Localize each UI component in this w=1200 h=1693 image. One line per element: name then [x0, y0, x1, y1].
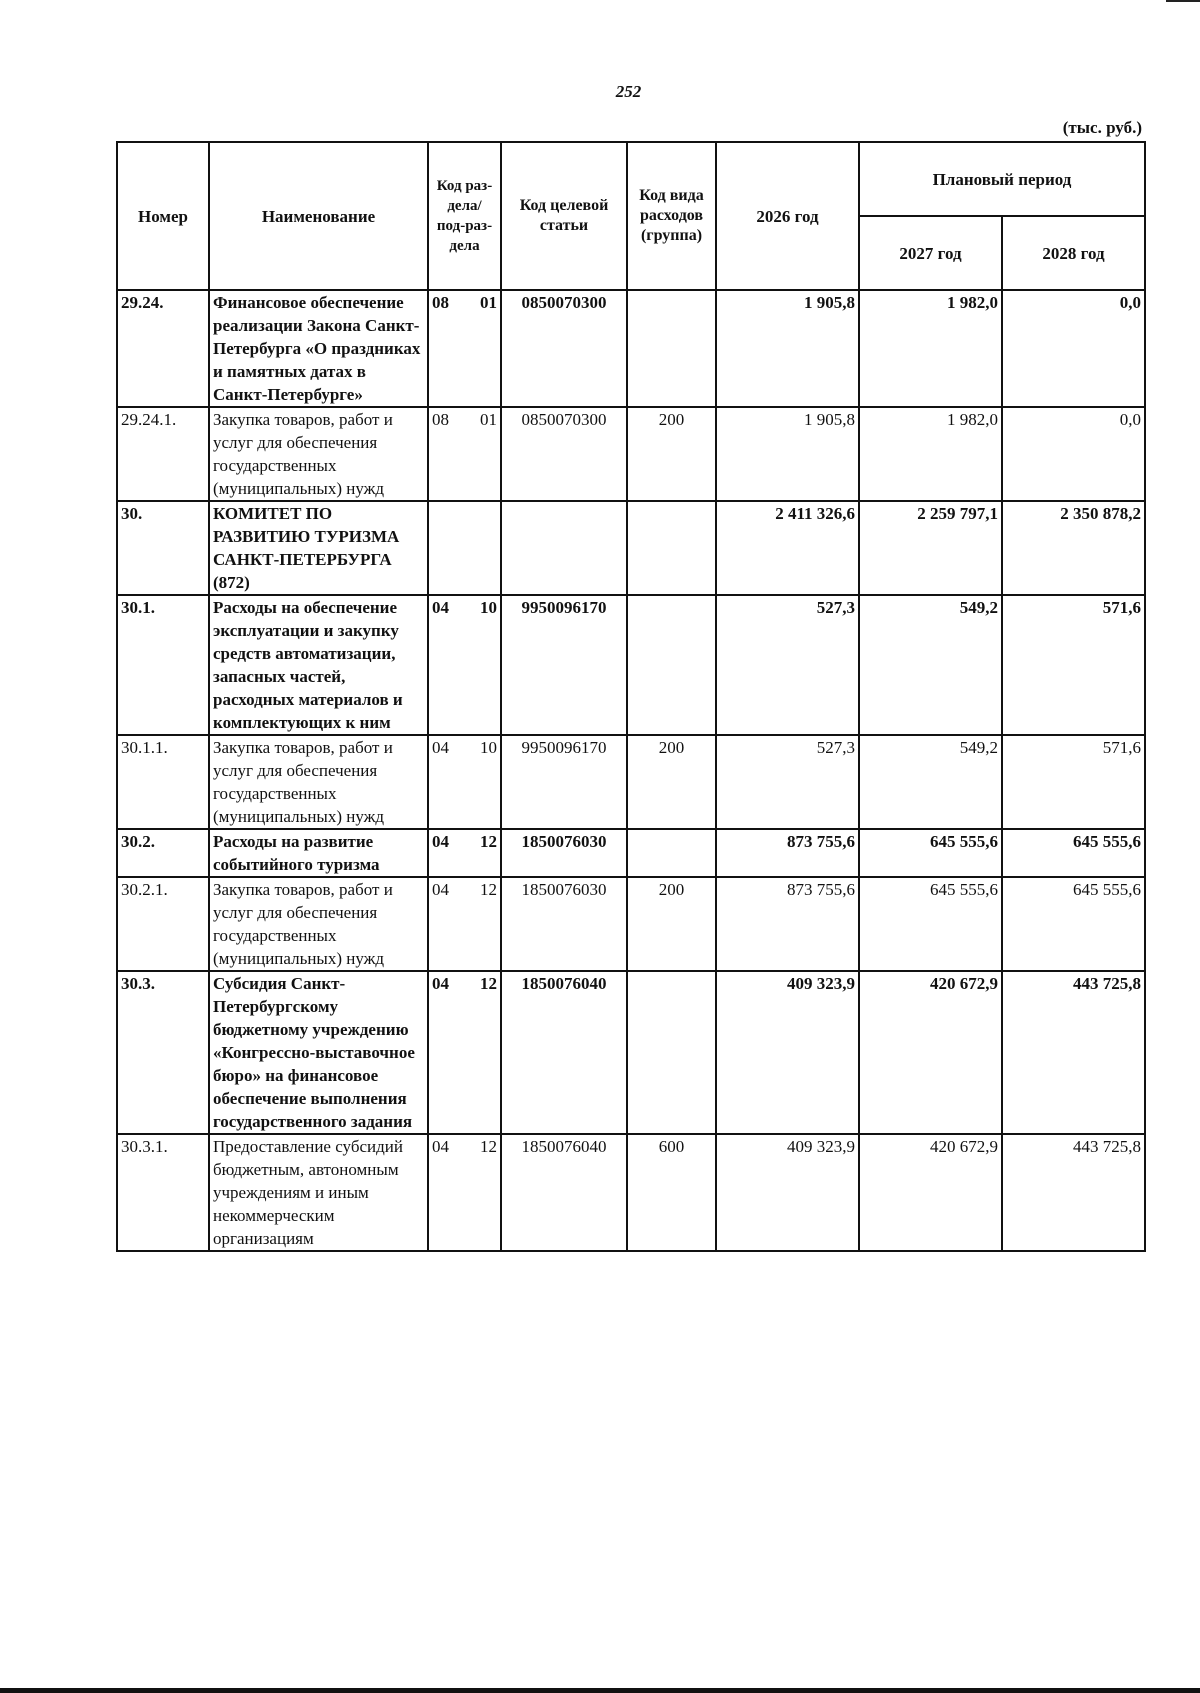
- row-2026-cell: 2 411 326,6: [716, 501, 859, 595]
- row-expense-type-cell: [627, 501, 716, 595]
- row-number-cell: 30.1.: [117, 595, 209, 735]
- row-target-code-cell: [501, 501, 627, 595]
- table-row: [117, 501, 1145, 595]
- row-2027-cell: 420 672,9: [859, 1134, 1002, 1251]
- row-section-code-cell: [428, 971, 501, 1134]
- row-name-cell: Предоставление субсидий бюджетным, автономным учреждениям и иным некоммерческим организациям: [209, 1134, 428, 1251]
- budget-table: [116, 141, 1146, 1252]
- table-row: [117, 1134, 1145, 1251]
- row-name-cell: Расходы на обеспечение эксплуатации и закупку средств автоматизации, запасных частей, расходных материалов и комплектующих к ним: [209, 595, 428, 735]
- table-row: [117, 971, 1145, 1134]
- bottom-rule: [0, 1688, 1200, 1693]
- row-2026-cell: 1 905,8: [716, 407, 859, 501]
- header-year-2027: 2027 год: [859, 216, 1002, 290]
- row-number-cell: 30.3.: [117, 971, 209, 1134]
- row-number-cell: 29.24.1.: [117, 407, 209, 501]
- header-number: Номер: [117, 142, 209, 290]
- row-section: 04: [432, 832, 449, 851]
- row-2028-cell: 645 555,6: [1002, 877, 1145, 971]
- row-subsection: 12: [480, 880, 497, 899]
- row-expense-type-cell: [627, 971, 716, 1134]
- row-expense-type-cell: 200: [627, 407, 716, 501]
- row-2027-cell: 1 982,0: [859, 290, 1002, 407]
- row-section: 08: [432, 293, 449, 312]
- header-target-code: Код целевой статьи: [501, 142, 627, 290]
- row-2026-cell: 873 755,6: [716, 829, 859, 877]
- row-number-cell: 29.24.: [117, 290, 209, 407]
- row-subsection: 12: [480, 1137, 497, 1156]
- row-2026-cell: 527,3: [716, 735, 859, 829]
- row-name-cell: КОМИТЕТ ПО РАЗВИТИЮ ТУРИЗМА САНКТ-ПЕТЕРБУРГА (872): [209, 501, 428, 595]
- row-target-code-cell: 9950096170: [501, 595, 627, 735]
- row-section-code-cell: [428, 877, 501, 971]
- row-expense-type-cell: 200: [627, 735, 716, 829]
- row-section: 08: [432, 410, 449, 429]
- header-planned-period: Плановый период: [859, 142, 1145, 216]
- row-2028-cell: 443 725,8: [1002, 1134, 1145, 1251]
- row-2026-cell: 873 755,6: [716, 877, 859, 971]
- row-section-code-cell: [428, 1134, 501, 1251]
- table-row: [117, 407, 1145, 501]
- row-2026-cell: 409 323,9: [716, 971, 859, 1134]
- row-number-cell: 30.: [117, 501, 209, 595]
- row-subsection: 01: [480, 410, 497, 429]
- row-expense-type-cell: [627, 595, 716, 735]
- row-2028-cell: 0,0: [1002, 290, 1145, 407]
- row-section-code-cell: [428, 735, 501, 829]
- header-name: Наименование: [209, 142, 428, 290]
- row-2028-cell: 645 555,6: [1002, 829, 1145, 877]
- row-name-cell: Закупка товаров, работ и услуг для обеспечения государственных (муниципальных) нужд: [209, 407, 428, 501]
- row-target-code-cell: 1850076040: [501, 1134, 627, 1251]
- row-number-cell: 30.3.1.: [117, 1134, 209, 1251]
- row-2027-cell: 1 982,0: [859, 407, 1002, 501]
- table-row: [117, 877, 1145, 971]
- header-expense-type: Код вида расходов (группа): [627, 142, 716, 290]
- units-label: (тыс. руб.): [1062, 118, 1142, 137]
- corner-mark: [1166, 0, 1200, 6]
- header-section-code: Код раз-дела/ под-раз-дела: [428, 142, 501, 290]
- row-subsection: 12: [480, 832, 497, 851]
- row-name-cell: Закупка товаров, работ и услуг для обеспечения государственных (муниципальных) нужд: [209, 735, 428, 829]
- row-subsection: 01: [480, 293, 497, 312]
- header-year-2028: 2028 год: [1002, 216, 1145, 290]
- row-name-cell: Расходы на развитие событийного туризма: [209, 829, 428, 877]
- table-row: [117, 595, 1145, 735]
- table-row: [117, 829, 1145, 877]
- row-2027-cell: 645 555,6: [859, 877, 1002, 971]
- table-row: [117, 290, 1145, 407]
- row-2027-cell: 645 555,6: [859, 829, 1002, 877]
- row-name-cell: Финансовое обеспечение реализации Закона Санкт-Петербурга «О праздниках и памятных датах в Санкт-Петербурге»: [209, 290, 428, 407]
- row-name-cell: Закупка товаров, работ и услуг для обеспечения государственных (муниципальных) нужд: [209, 877, 428, 971]
- row-target-code-cell: 1850076040: [501, 971, 627, 1134]
- row-subsection: 10: [480, 598, 497, 617]
- row-section-code-cell: [428, 407, 501, 501]
- row-subsection: 12: [480, 974, 497, 993]
- row-2027-cell: 420 672,9: [859, 971, 1002, 1134]
- row-subsection: 10: [480, 738, 497, 757]
- row-target-code-cell: 9950096170: [501, 735, 627, 829]
- row-section: 04: [432, 738, 449, 757]
- row-2026-cell: 1 905,8: [716, 290, 859, 407]
- row-section: 04: [432, 974, 449, 993]
- row-2028-cell: 443 725,8: [1002, 971, 1145, 1134]
- row-2028-cell: 2 350 878,2: [1002, 501, 1145, 595]
- row-expense-type-cell: 200: [627, 877, 716, 971]
- row-name-cell: Субсидия Санкт-Петербургскому бюджетному учреждению «Конгрессно-выставочное бюро» на финансовое обеспечение выполнения государственного задания: [209, 971, 428, 1134]
- row-2026-cell: 527,3: [716, 595, 859, 735]
- header-year-2026: 2026 год: [716, 142, 859, 290]
- row-section-code-cell: [428, 501, 501, 595]
- table-row: [117, 735, 1145, 829]
- row-number-cell: 30.2.1.: [117, 877, 209, 971]
- row-2027-cell: 549,2: [859, 595, 1002, 735]
- row-section: 04: [432, 1137, 449, 1156]
- row-2028-cell: 571,6: [1002, 735, 1145, 829]
- table-header: [117, 142, 1145, 290]
- row-section-code-cell: [428, 290, 501, 407]
- row-2027-cell: 2 259 797,1: [859, 501, 1002, 595]
- row-2026-cell: 409 323,9: [716, 1134, 859, 1251]
- row-number-cell: 30.2.: [117, 829, 209, 877]
- row-expense-type-cell: [627, 290, 716, 407]
- row-section: 04: [432, 880, 449, 899]
- row-expense-type-cell: 600: [627, 1134, 716, 1251]
- row-2028-cell: 0,0: [1002, 407, 1145, 501]
- row-section-code-cell: [428, 595, 501, 735]
- row-2028-cell: 571,6: [1002, 595, 1145, 735]
- table-body: [117, 290, 1145, 1251]
- row-number-cell: 30.1.1.: [117, 735, 209, 829]
- row-target-code-cell: 0850070300: [501, 290, 627, 407]
- row-section-code-cell: [428, 829, 501, 877]
- row-target-code-cell: 1850076030: [501, 829, 627, 877]
- row-2027-cell: 549,2: [859, 735, 1002, 829]
- row-target-code-cell: 1850076030: [501, 877, 627, 971]
- row-target-code-cell: 0850070300: [501, 407, 627, 501]
- row-expense-type-cell: [627, 829, 716, 877]
- page-number: 252: [615, 82, 642, 101]
- row-section: 04: [432, 598, 449, 617]
